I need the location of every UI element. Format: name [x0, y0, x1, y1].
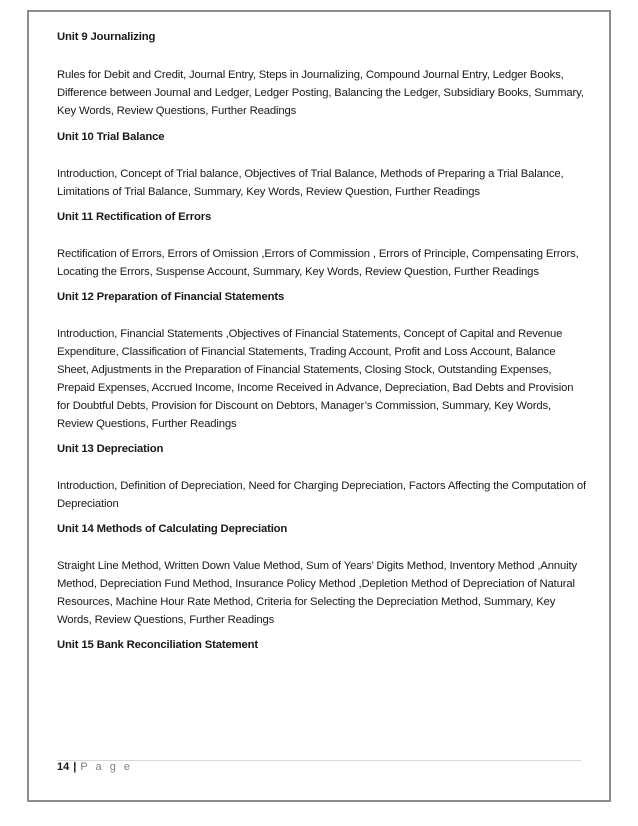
unit-11-body: Rectification of Errors, Errors of Omission ,Errors of Commission , Errors of Principle, Compensating Errors, Locating the Errors, Suspense Account, Summary, Key Words, Review Question, Further Readings [57, 248, 579, 278]
unit-12-body: Introduction, Financial Statements ,Objectives of Financial Statements, Concept of Capital and Revenue Expenditure, Classification of Financial Statements, Trading Account, Profit and Loss Account, Balance Sheet, Adjustments in the Preparation of Financial Statements, Closing Stock, Outstanding Expenses, Prepaid Expenses, Accrued Income, Income Received in Advance, Depreciation, Bad Debts and Provision for Doubtful Debts, Provision for Discount on Debtors, Manager’s Commission, Summary, Key Words, Review Questions, Further Readings [57, 328, 574, 430]
unit-13-title: Unit 13 Depreciation [57, 443, 164, 455]
unit-14-title: Unit 14 Methods of Calculating Depreciation [57, 523, 288, 535]
unit-15-title: Unit 15 Bank Reconciliation Statement [57, 639, 258, 651]
syllabus-content [57, 28, 587, 654]
unit-12-title: Unit 12 Preparation of Financial Statements [57, 291, 285, 303]
document-page [27, 10, 611, 802]
page-number: 14 [57, 761, 70, 773]
page-label: P a g e [80, 761, 133, 773]
footer-separator: | [73, 761, 77, 773]
unit-9-body: Rules for Debit and Credit, Journal Entry, Steps in Journalizing, Compound Journal Entry, Ledger Books, Difference between Journal and Ledger, Ledger Posting, Balancing the Ledger, Subsidiary Books, Summary, Key Words, Review Questions, Further Readings [57, 69, 584, 117]
footer-divider [57, 760, 581, 761]
unit-9-title: Unit 9 Journalizing [57, 31, 156, 43]
unit-10-title: Unit 10 Trial Balance [57, 131, 165, 143]
page-footer [57, 760, 133, 774]
unit-13-body: Introduction, Definition of Depreciation, Need for Charging Depreciation, Factors Affecting the Computation of Depreciation [57, 480, 586, 510]
unit-14-body: Straight Line Method, Written Down Value Method, Sum of Years’ Digits Method, Inventory Method ,Annuity Method, Depreciation Fund Method, Insurance Policy Method ,Depletion Method of Depreciation of Natural Resources, Machine Hour Rate Method, Criteria for Selecting the Depreciation Method, Summary, Key Words, Review Questions, Further Readings [57, 560, 577, 626]
unit-10-body: Introduction, Concept of Trial balance, Objectives of Trial Balance, Methods of Preparing a Trial Balance, Limitations of Trial Balance, Summary, Key Words, Review Question, Further Readings [57, 168, 564, 198]
unit-11-title: Unit 11 Rectification of Errors [57, 211, 212, 223]
